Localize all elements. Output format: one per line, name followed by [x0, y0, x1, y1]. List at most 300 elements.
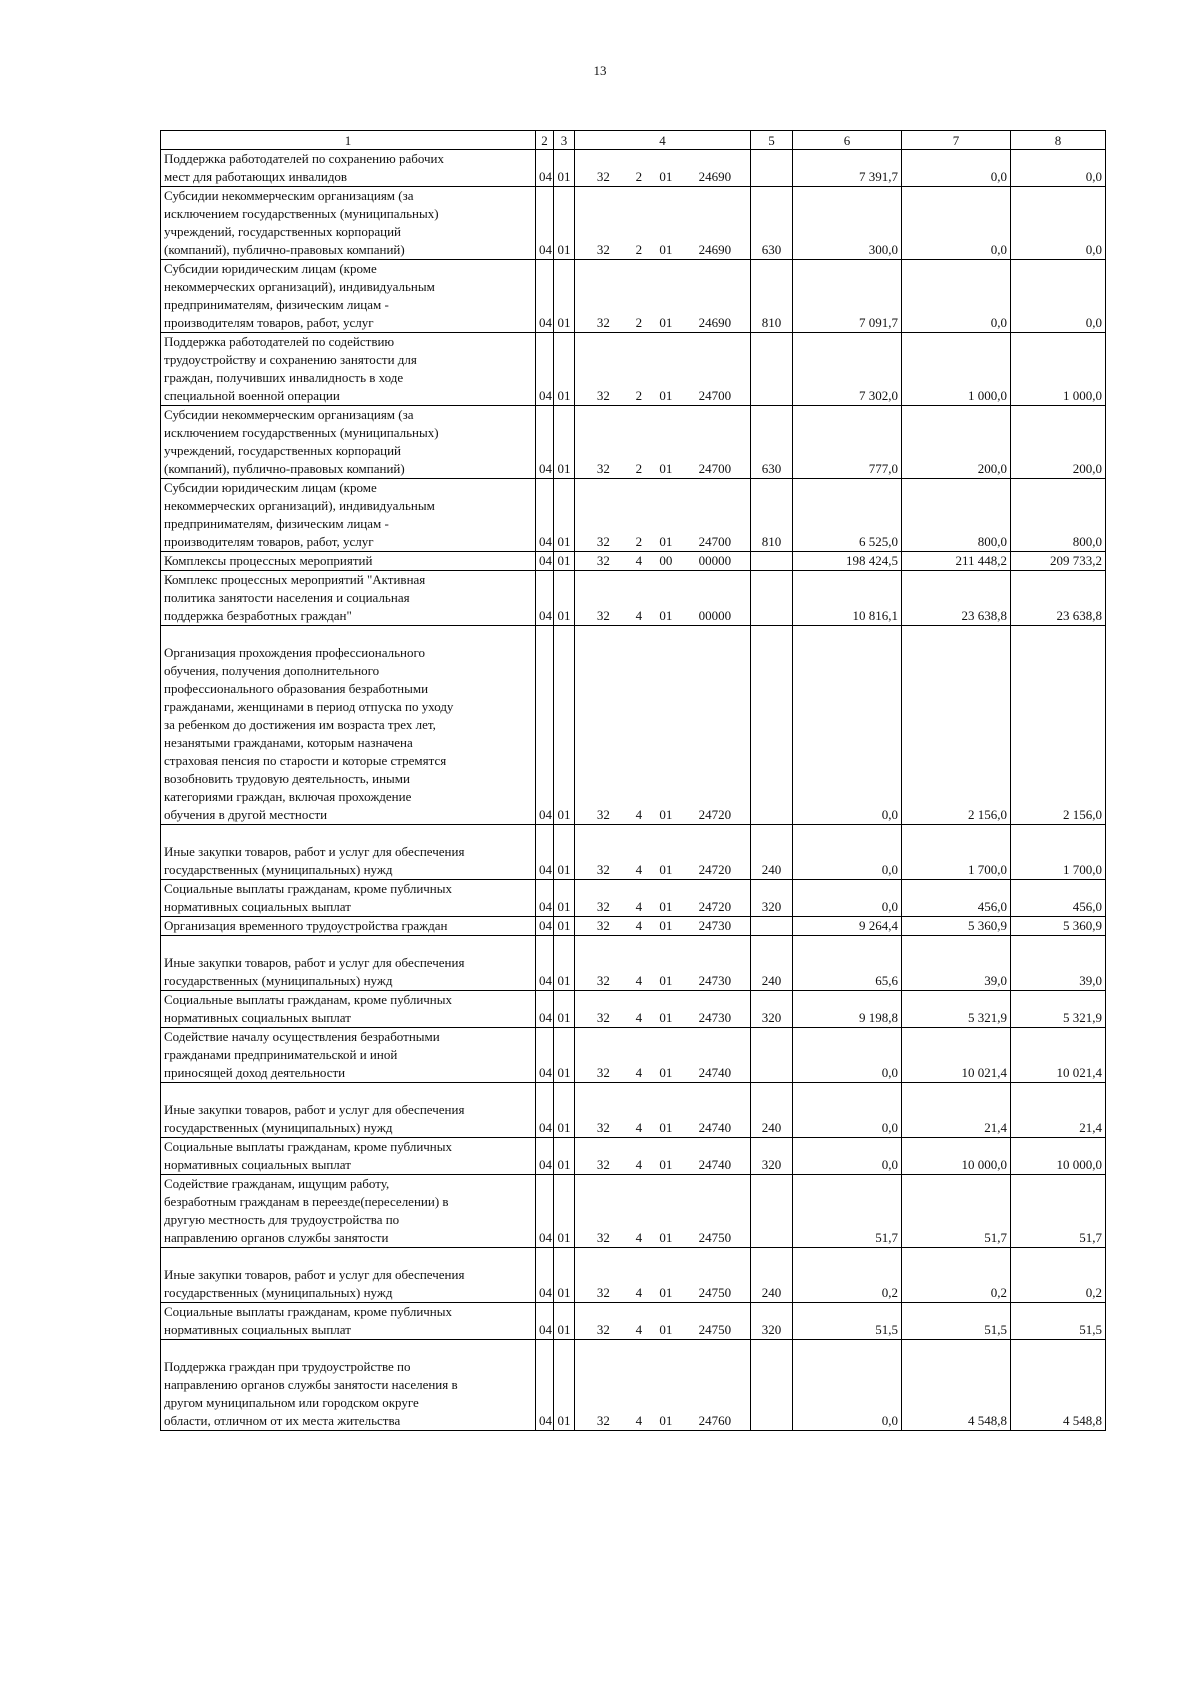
amount-col6: 51,7	[793, 1175, 902, 1248]
subsection-code: 01	[554, 917, 575, 936]
direction-code: 24730	[698, 918, 732, 933]
section-code: 04	[536, 260, 554, 333]
amount-col6: 9 264,4	[793, 917, 902, 936]
section-code: 04	[536, 479, 554, 552]
direction-code: 24720	[698, 807, 732, 822]
row-name-text: Социальные выплаты гражданам, кроме публичных нормативных социальных выплат	[164, 992, 452, 1025]
measure-code: 01	[659, 1010, 673, 1025]
row-name	[161, 479, 536, 552]
row-name	[161, 880, 536, 917]
table-row	[161, 1248, 1106, 1303]
program-code: 32	[596, 1010, 610, 1025]
direction-code: 00000	[698, 553, 732, 568]
amount-col7: 211 448,2	[902, 552, 1011, 571]
amount-col8: 0,0	[1011, 187, 1106, 260]
subsection-code: 01	[554, 479, 575, 552]
measure-code: 01	[659, 169, 673, 184]
row-name	[161, 260, 536, 333]
expense-type-code	[751, 552, 793, 571]
type-code: 4	[635, 1322, 643, 1337]
subsection-code: 01	[554, 626, 575, 825]
amount-col6: 0,2	[793, 1248, 902, 1303]
amount-col7: 800,0	[902, 479, 1011, 552]
type-code: 4	[635, 1065, 643, 1080]
amount-col6: 198 424,5	[793, 552, 902, 571]
measure-code: 01	[659, 608, 673, 623]
expense-type-code: 320	[751, 880, 793, 917]
target-article-code	[575, 150, 751, 187]
table-row	[161, 406, 1106, 479]
subsection-code: 01	[554, 1083, 575, 1138]
amount-col8: 0,0	[1011, 260, 1106, 333]
direction-code: 24750	[698, 1230, 732, 1245]
amount-col7: 0,0	[902, 150, 1011, 187]
type-code: 2	[635, 534, 643, 549]
amount-col8: 2 156,0	[1011, 626, 1106, 825]
row-name-text: Содействие гражданам, ищущим работу, безработным гражданам в переезде(переселении) в другую местность для трудоустройства по направлению органов службы занятости	[164, 1176, 449, 1245]
expense-type-code: 240	[751, 825, 793, 880]
amount-col6: 9 198,8	[793, 991, 902, 1028]
table-row	[161, 260, 1106, 333]
expense-type-code	[751, 1340, 793, 1431]
table-row	[161, 936, 1106, 991]
amount-col6: 7 391,7	[793, 150, 902, 187]
target-article-code	[575, 917, 751, 936]
type-code: 4	[635, 553, 643, 568]
program-code: 32	[596, 1230, 610, 1245]
amount-col8: 209 733,2	[1011, 552, 1106, 571]
section-code: 04	[536, 1175, 554, 1248]
direction-code: 24700	[698, 461, 732, 476]
row-name-text: Иные закупки товаров, работ и услуг для обеспечения государственных (муниципальных) нужд	[164, 1267, 465, 1300]
program-code: 32	[596, 1285, 610, 1300]
subsection-code: 01	[554, 880, 575, 917]
type-code: 4	[635, 862, 643, 877]
type-code: 4	[635, 807, 643, 822]
direction-code: 24760	[698, 1413, 732, 1428]
amount-col7: 1 000,0	[902, 333, 1011, 406]
header-cell: 4	[575, 131, 751, 150]
section-code: 04	[536, 1028, 554, 1083]
program-code: 32	[596, 608, 610, 623]
row-name	[161, 1340, 536, 1431]
type-code: 4	[635, 1010, 643, 1025]
amount-col6: 0,0	[793, 880, 902, 917]
header-cell: 7	[902, 131, 1011, 150]
section-code: 04	[536, 936, 554, 991]
type-code: 4	[635, 1413, 643, 1428]
amount-col6: 777,0	[793, 406, 902, 479]
amount-col7: 21,4	[902, 1083, 1011, 1138]
section-code: 04	[536, 187, 554, 260]
program-code: 32	[596, 807, 610, 822]
target-article-code	[575, 1028, 751, 1083]
table-row	[161, 150, 1106, 187]
row-name	[161, 1083, 536, 1138]
section-code: 04	[536, 917, 554, 936]
amount-col6: 6 525,0	[793, 479, 902, 552]
amount-col8: 1 700,0	[1011, 825, 1106, 880]
header-cell: 5	[751, 131, 793, 150]
row-name	[161, 552, 536, 571]
amount-col8: 5 321,9	[1011, 991, 1106, 1028]
section-code: 04	[536, 571, 554, 626]
type-code: 4	[635, 973, 643, 988]
type-code: 4	[635, 918, 643, 933]
row-name-text: Содействие началу осуществления безработными гражданами предпринимательской и иной приносящей доход деятельности	[164, 1029, 440, 1080]
header-cell: 1	[161, 131, 536, 150]
row-name	[161, 187, 536, 260]
measure-code: 01	[659, 918, 673, 933]
table-row	[161, 1175, 1106, 1248]
direction-code: 24700	[698, 534, 732, 549]
table-row	[161, 1340, 1106, 1431]
amount-col7: 23 638,8	[902, 571, 1011, 626]
measure-code: 01	[659, 807, 673, 822]
program-code: 32	[596, 918, 610, 933]
table-header-row	[161, 131, 1106, 150]
section-code: 04	[536, 552, 554, 571]
target-article-code	[575, 880, 751, 917]
amount-col8: 51,7	[1011, 1175, 1106, 1248]
measure-code: 01	[659, 862, 673, 877]
subsection-code: 01	[554, 333, 575, 406]
row-name	[161, 150, 536, 187]
row-name-text: Комплекс процессных мероприятий "Активная политика занятости населения и социальная поддержка безработных граждан"	[164, 572, 426, 623]
amount-col8: 4 548,8	[1011, 1340, 1106, 1431]
amount-col7: 5 321,9	[902, 991, 1011, 1028]
amount-col7: 0,2	[902, 1248, 1011, 1303]
section-code: 04	[536, 333, 554, 406]
amount-col8: 200,0	[1011, 406, 1106, 479]
program-code: 32	[596, 862, 610, 877]
amount-col6: 65,6	[793, 936, 902, 991]
measure-code: 01	[659, 1230, 673, 1245]
row-name	[161, 406, 536, 479]
section-code: 04	[536, 1303, 554, 1340]
target-article-code	[575, 626, 751, 825]
row-name-text: Субсидии некоммерческим организациям (за исключением государственных (муниципальных) учреждений, государственных корпораций (компаний), публично-правовых компаний)	[164, 407, 439, 476]
row-name-text: Иные закупки товаров, работ и услуг для обеспечения государственных (муниципальных) нужд	[164, 1102, 465, 1135]
table-row	[161, 991, 1106, 1028]
expense-type-code: 240	[751, 1248, 793, 1303]
section-code: 04	[536, 825, 554, 880]
amount-col7: 51,7	[902, 1175, 1011, 1248]
header-cell: 3	[554, 131, 575, 150]
direction-code: 24750	[698, 1322, 732, 1337]
type-code: 4	[635, 899, 643, 914]
amount-col6: 7 302,0	[793, 333, 902, 406]
amount-col6: 51,5	[793, 1303, 902, 1340]
type-code: 4	[635, 608, 643, 623]
direction-code: 00000	[698, 608, 732, 623]
program-code: 32	[596, 1120, 610, 1135]
row-name-text: Организация прохождения профессионального обучения, получения дополнительного профессионального образования безработными гражданами, женщинами в период отпуска по уходу за ребенком до достижения им возраста трех лет, незанятыми гражданами, которым назначена страховая пенсия по старости и которые стремятся возобновить трудовую деятельность, иными категориями граждан, включая прохождение обучения в другой местности	[164, 645, 454, 822]
expense-type-code: 320	[751, 1303, 793, 1340]
amount-col6: 7 091,7	[793, 260, 902, 333]
amount-col7: 0,0	[902, 187, 1011, 260]
section-code: 04	[536, 150, 554, 187]
measure-code: 01	[659, 388, 673, 403]
header-cell: 2	[536, 131, 554, 150]
type-code: 2	[635, 461, 643, 476]
expense-type-code: 810	[751, 479, 793, 552]
amount-col7: 10 021,4	[902, 1028, 1011, 1083]
subsection-code: 01	[554, 571, 575, 626]
target-article-code	[575, 552, 751, 571]
table-row	[161, 825, 1106, 880]
type-code: 2	[635, 388, 643, 403]
section-code: 04	[536, 1248, 554, 1303]
type-code: 4	[635, 1120, 643, 1135]
subsection-code: 01	[554, 825, 575, 880]
measure-code: 00	[659, 553, 673, 568]
program-code: 32	[596, 1157, 610, 1172]
expense-type-code: 810	[751, 260, 793, 333]
row-name	[161, 936, 536, 991]
amount-col8: 1 000,0	[1011, 333, 1106, 406]
target-article-code	[575, 825, 751, 880]
section-code: 04	[536, 1083, 554, 1138]
target-article-code	[575, 936, 751, 991]
amount-col6: 0,0	[793, 1138, 902, 1175]
program-code: 32	[596, 899, 610, 914]
subsection-code: 01	[554, 187, 575, 260]
measure-code: 01	[659, 1120, 673, 1135]
direction-code: 24690	[698, 242, 732, 257]
row-name	[161, 626, 536, 825]
row-name-text: Поддержка граждан при трудоустройстве по направлению органов службы занятости населения в другом муниципальном или городском округе области, отличном от их места жительства	[164, 1359, 458, 1428]
direction-code: 24740	[698, 1157, 732, 1172]
measure-code: 01	[659, 315, 673, 330]
row-name-text: Иные закупки товаров, работ и услуг для обеспечения государственных (муниципальных) нужд	[164, 955, 465, 988]
target-article-code	[575, 260, 751, 333]
type-code: 2	[635, 242, 643, 257]
row-name	[161, 1138, 536, 1175]
amount-col8: 5 360,9	[1011, 917, 1106, 936]
measure-code: 01	[659, 1157, 673, 1172]
program-code: 32	[596, 169, 610, 184]
direction-code: 24700	[698, 388, 732, 403]
header-cell: 8	[1011, 131, 1106, 150]
amount-col7: 4 548,8	[902, 1340, 1011, 1431]
subsection-code: 01	[554, 1175, 575, 1248]
amount-col8: 23 638,8	[1011, 571, 1106, 626]
row-name-text: Поддержка работодателей по содействию трудоустройству и сохранению занятости для граждан, получивших инвалидность в ходе специальной военной операции	[164, 334, 417, 403]
row-name-text: Социальные выплаты гражданам, кроме публичных нормативных социальных выплат	[164, 1304, 452, 1337]
program-code: 32	[596, 242, 610, 257]
expense-type-code	[751, 571, 793, 626]
row-name-text: Социальные выплаты гражданам, кроме публичных нормативных социальных выплат	[164, 1139, 452, 1172]
program-code: 32	[596, 1413, 610, 1428]
expense-type-code	[751, 1028, 793, 1083]
measure-code: 01	[659, 1413, 673, 1428]
subsection-code: 01	[554, 406, 575, 479]
row-name-text: Иные закупки товаров, работ и услуг для обеспечения государственных (муниципальных) нужд	[164, 844, 465, 877]
section-code: 04	[536, 406, 554, 479]
section-code: 04	[536, 991, 554, 1028]
measure-code: 01	[659, 1322, 673, 1337]
measure-code: 01	[659, 534, 673, 549]
direction-code: 24690	[698, 315, 732, 330]
table-row	[161, 552, 1106, 571]
subsection-code: 01	[554, 991, 575, 1028]
amount-col7: 2 156,0	[902, 626, 1011, 825]
expense-type-code: 630	[751, 187, 793, 260]
type-code: 2	[635, 315, 643, 330]
target-article-code	[575, 1340, 751, 1431]
target-article-code	[575, 991, 751, 1028]
table-row	[161, 571, 1106, 626]
direction-code: 24740	[698, 1065, 732, 1080]
amount-col8: 10 000,0	[1011, 1138, 1106, 1175]
target-article-code	[575, 1303, 751, 1340]
program-code: 32	[596, 388, 610, 403]
subsection-code: 01	[554, 552, 575, 571]
row-name	[161, 571, 536, 626]
measure-code: 01	[659, 461, 673, 476]
direction-code: 24720	[698, 862, 732, 877]
target-article-code	[575, 1138, 751, 1175]
table-row	[161, 1303, 1106, 1340]
direction-code: 24730	[698, 973, 732, 988]
expense-type-code: 240	[751, 936, 793, 991]
row-name	[161, 917, 536, 936]
amount-col8: 39,0	[1011, 936, 1106, 991]
type-code: 4	[635, 1285, 643, 1300]
amount-col8: 0,2	[1011, 1248, 1106, 1303]
row-name-text: Субсидии юридическим лицам (кроме некоммерческих организаций), индивидуальным предпринимателям, физическим лицам - производителям товаров, работ, услуг	[164, 261, 435, 330]
program-code: 32	[596, 1322, 610, 1337]
amount-col7: 10 000,0	[902, 1138, 1011, 1175]
target-article-code	[575, 333, 751, 406]
direction-code: 24740	[698, 1120, 732, 1135]
program-code: 32	[596, 1065, 610, 1080]
expense-type-code: 320	[751, 991, 793, 1028]
table-row	[161, 333, 1106, 406]
row-name-text: Субсидии юридическим лицам (кроме некоммерческих организаций), индивидуальным предпринимателям, физическим лицам - производителям товаров, работ, услуг	[164, 480, 435, 549]
program-code: 32	[596, 461, 610, 476]
subsection-code: 01	[554, 1138, 575, 1175]
measure-code: 01	[659, 1285, 673, 1300]
amount-col7: 1 700,0	[902, 825, 1011, 880]
row-name	[161, 1028, 536, 1083]
row-name-text: Социальные выплаты гражданам, кроме публичных нормативных социальных выплат	[164, 881, 452, 914]
amount-col6: 0,0	[793, 1083, 902, 1138]
row-name-text: Субсидии некоммерческим организациям (за исключением государственных (муниципальных) учреждений, государственных корпораций (компаний), публично-правовых компаний)	[164, 188, 439, 257]
row-name-text: Организация временного трудоустройства граждан	[164, 918, 448, 933]
expense-type-code: 630	[751, 406, 793, 479]
section-code: 04	[536, 880, 554, 917]
amount-col7: 5 360,9	[902, 917, 1011, 936]
measure-code: 01	[659, 242, 673, 257]
expense-type-code	[751, 1175, 793, 1248]
row-name	[161, 333, 536, 406]
target-article-code	[575, 1248, 751, 1303]
subsection-code: 01	[554, 260, 575, 333]
amount-col6: 300,0	[793, 187, 902, 260]
measure-code: 01	[659, 1065, 673, 1080]
program-code: 32	[596, 315, 610, 330]
amount-col6: 10 816,1	[793, 571, 902, 626]
direction-code: 24690	[698, 169, 732, 184]
page-number: 13	[593, 63, 607, 78]
target-article-code	[575, 1175, 751, 1248]
amount-col8: 51,5	[1011, 1303, 1106, 1340]
direction-code: 24730	[698, 1010, 732, 1025]
row-name	[161, 1303, 536, 1340]
table-row	[161, 880, 1106, 917]
subsection-code: 01	[554, 1340, 575, 1431]
amount-col6: 0,0	[793, 1340, 902, 1431]
amount-col8: 456,0	[1011, 880, 1106, 917]
table-row	[161, 479, 1106, 552]
amount-col7: 456,0	[902, 880, 1011, 917]
target-article-code	[575, 187, 751, 260]
measure-code: 01	[659, 973, 673, 988]
amount-col8: 10 021,4	[1011, 1028, 1106, 1083]
expense-type-code: 240	[751, 1083, 793, 1138]
section-code: 04	[536, 626, 554, 825]
amount-col8: 800,0	[1011, 479, 1106, 552]
table-row	[161, 1083, 1106, 1138]
row-name	[161, 991, 536, 1028]
expense-type-code	[751, 333, 793, 406]
subsection-code: 01	[554, 936, 575, 991]
program-code: 32	[596, 973, 610, 988]
table-row	[161, 187, 1106, 260]
amount-col7: 51,5	[902, 1303, 1011, 1340]
section-code: 04	[536, 1138, 554, 1175]
row-name	[161, 1175, 536, 1248]
budget-table	[160, 130, 1106, 1431]
target-article-code	[575, 479, 751, 552]
table-row	[161, 917, 1106, 936]
subsection-code: 01	[554, 150, 575, 187]
subsection-code: 01	[554, 1248, 575, 1303]
amount-col7: 39,0	[902, 936, 1011, 991]
table-row	[161, 1028, 1106, 1083]
table-row	[161, 1138, 1106, 1175]
expense-type-code	[751, 150, 793, 187]
program-code: 32	[596, 553, 610, 568]
amount-col7: 200,0	[902, 406, 1011, 479]
row-name-text: Поддержка работодателей по сохранению рабочих мест для работающих инвалидов	[164, 151, 445, 184]
expense-type-code	[751, 626, 793, 825]
row-name	[161, 1248, 536, 1303]
type-code: 4	[635, 1230, 643, 1245]
target-article-code	[575, 571, 751, 626]
expense-type-code	[751, 917, 793, 936]
header-cell: 6	[793, 131, 902, 150]
row-name-text: Комплексы процессных мероприятий	[164, 553, 373, 568]
program-code: 32	[596, 534, 610, 549]
subsection-code: 01	[554, 1303, 575, 1340]
direction-code: 24750	[698, 1285, 732, 1300]
measure-code: 01	[659, 899, 673, 914]
amount-col8: 0,0	[1011, 150, 1106, 187]
type-code: 4	[635, 1157, 643, 1172]
amount-col6: 0,0	[793, 626, 902, 825]
target-article-code	[575, 1083, 751, 1138]
amount-col6: 0,0	[793, 1028, 902, 1083]
subsection-code: 01	[554, 1028, 575, 1083]
amount-col8: 21,4	[1011, 1083, 1106, 1138]
section-code: 04	[536, 1340, 554, 1431]
amount-col6: 0,0	[793, 825, 902, 880]
table-row	[161, 626, 1106, 825]
amount-col7: 0,0	[902, 260, 1011, 333]
